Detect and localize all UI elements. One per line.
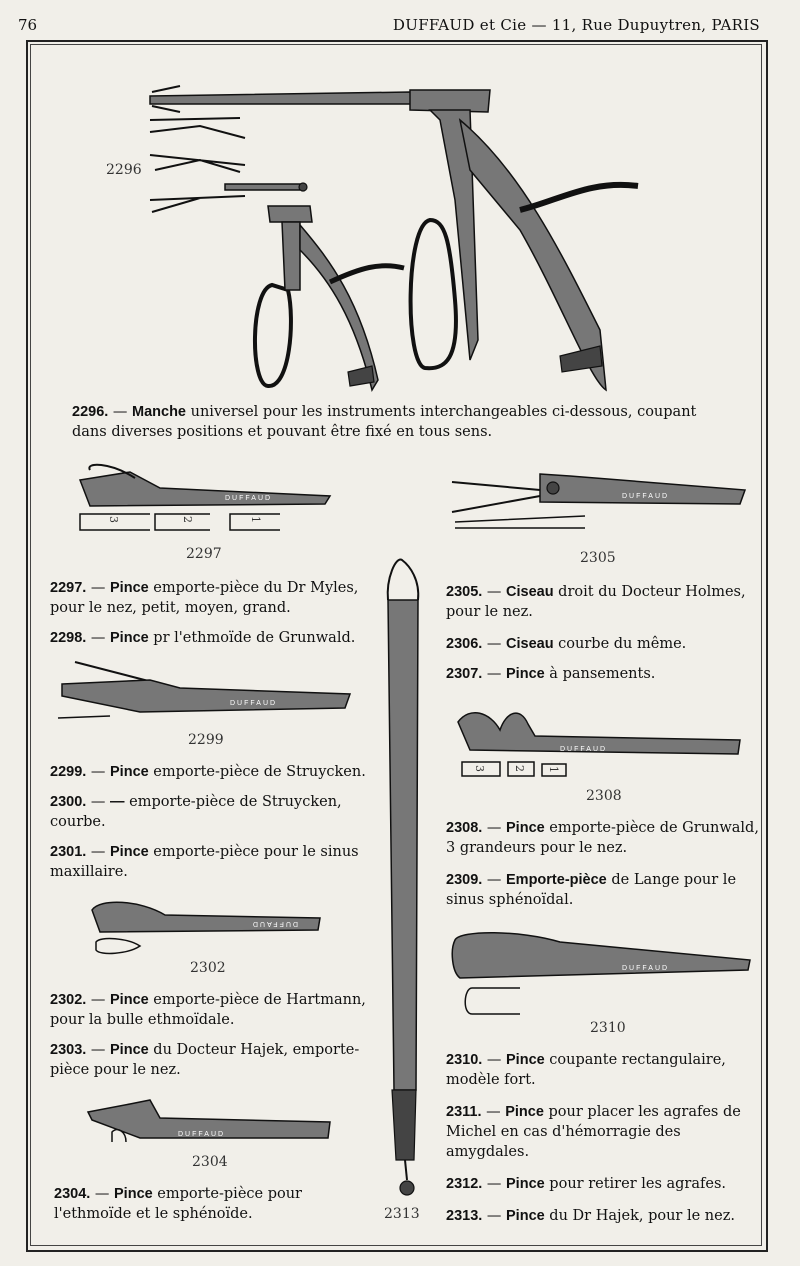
entry-2305: 2305. — Ciseau droit du Docteur Holmes, pour le nez.: [446, 584, 746, 620]
size-label-2297-2: 2: [181, 516, 194, 523]
brand-stamp-2299: DUFFAUD: [230, 700, 278, 707]
figure-label-2304: 2304: [192, 1154, 228, 1170]
entry-2311: 2311. — Pince pour placer les agrafes de Michel en cas d'hémorragie des amygdales.: [446, 1104, 741, 1160]
page-number: 76: [18, 16, 38, 34]
entry-2307: 2307. — Pince à pansements.: [446, 666, 656, 682]
size-label-2308-2: 2: [513, 765, 526, 772]
entry-2313: 2313. — Pince du Dr Hajek, pour le nez.: [446, 1208, 735, 1224]
size-label-2297-1: 3: [107, 516, 120, 523]
size-label-2308-1: 3: [473, 765, 486, 772]
entry-2301: 2301. — Pince emporte-pièce pour le sinus maxillaire.: [50, 844, 359, 880]
figure-label-2296: 2296: [106, 162, 142, 178]
entry-2298: 2298. — Pince pr l'ethmoïde de Grunwald.: [50, 630, 356, 646]
entry-2300: 2300. — — emporte-pièce de Struycken, courbe.: [50, 794, 342, 830]
brand-stamp-2302: DUFFAUD: [250, 920, 298, 927]
entry-2309: 2309. — Emporte-pièce de Lange pour le sinus sphénoïdal.: [446, 872, 737, 908]
figure-label-2313: 2313: [384, 1206, 420, 1222]
entry-2306: 2306. — Ciseau courbe du même.: [446, 636, 687, 652]
entry-2308: 2308. — Pince emporte-pièce de Grunwald, 3 grandeurs pour le nez.: [446, 820, 759, 856]
brand-stamp-2305: DUFFAUD: [622, 493, 670, 500]
brand-stamp-2310: DUFFAUD: [622, 965, 670, 972]
size-label-2297-3: 1: [249, 516, 262, 523]
entry-2297: 2297. — Pince emporte-pièce du Dr Myles, pour le nez, petit, moyen, grand.: [50, 580, 359, 616]
figure-label-2299: 2299: [188, 732, 224, 748]
brand-stamp-2304: DUFFAUD: [178, 1131, 226, 1138]
running-title: DUFFAUD et Cie — 11, Rue Dupuytren, PARIS: [392, 16, 760, 34]
figure-label-2297: 2297: [186, 546, 222, 562]
brand-stamp-2297: DUFFAUD: [225, 495, 273, 502]
entry-2312: 2312. — Pince pour retirer les agrafes.: [446, 1176, 727, 1192]
figure-label-2302: 2302: [190, 960, 226, 976]
size-label-2308-3: 1: [547, 766, 560, 773]
figure-label-2308: 2308: [586, 788, 622, 804]
entry-2304: 2304. — Pince emporte-pièce pour l'ethmoïde et le sphénoïde.: [54, 1186, 302, 1222]
entry-2296: 2296. — Manche universel pour les instruments interchangeables ci-dessous, coupant dans diverses positions et pouvant être fixé en tous sens.: [72, 404, 697, 440]
entry-2303: 2303. — Pince du Docteur Hajek, emporte-pièce pour le nez.: [50, 1042, 360, 1078]
entry-2310: 2310. — Pince coupante rectangulaire, modèle fort.: [446, 1052, 726, 1088]
figure-label-2310: 2310: [590, 1020, 626, 1036]
entry-2299: 2299. — Pince emporte-pièce de Struycken.: [50, 764, 366, 780]
brand-stamp-2308: DUFFAUD: [560, 746, 608, 753]
figure-label-2305: 2305: [580, 550, 616, 566]
entry-2302: 2302. — Pince emporte-pièce de Hartmann, pour la bulle ethmoïdale.: [50, 992, 366, 1028]
